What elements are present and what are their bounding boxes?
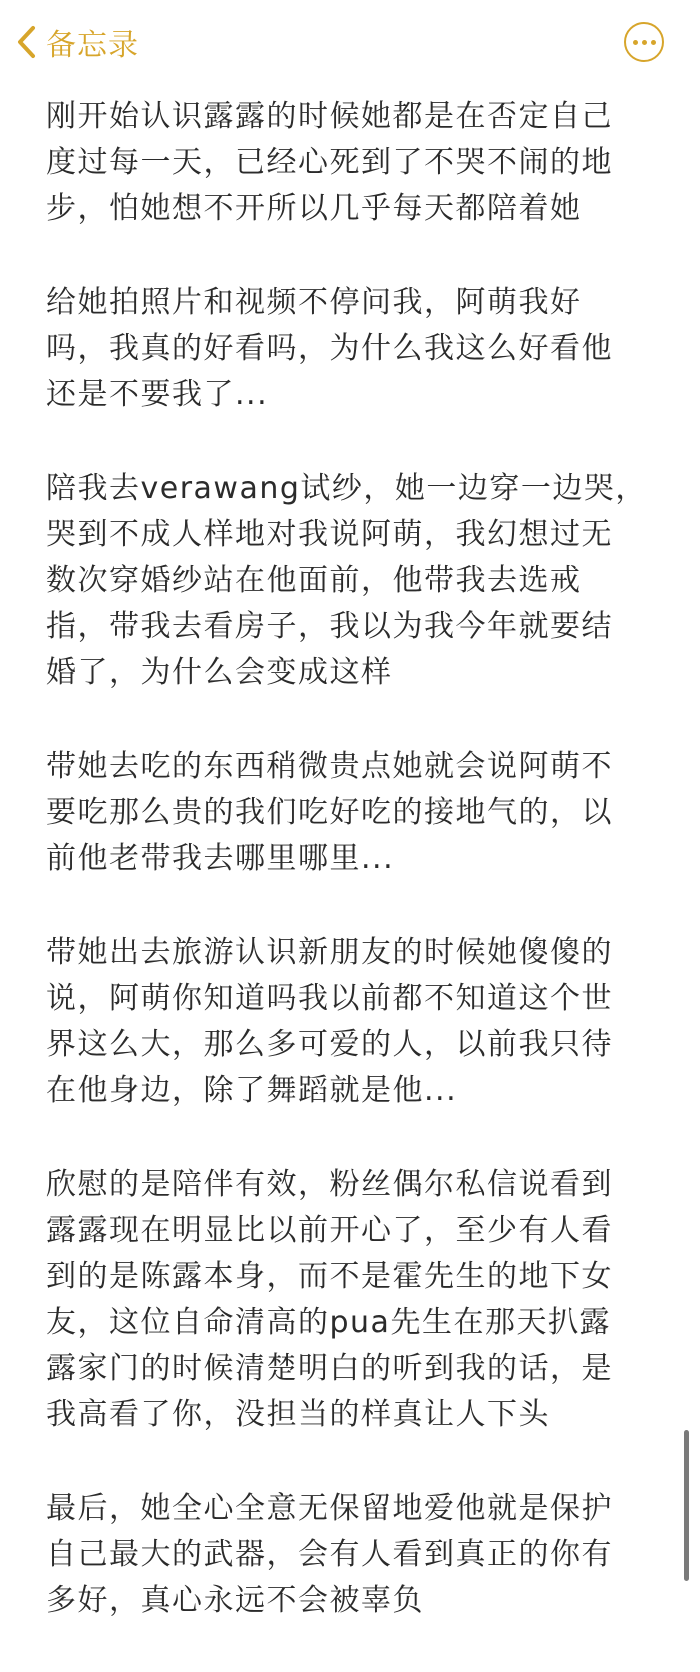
note-text-line: 露家门的时候清楚明白的听到我的话，是 <box>46 1351 613 1386</box>
note-text-line: 步，怕她想不开所以几乎每天都陪着她 <box>46 191 582 226</box>
note-paragraph <box>46 1162 636 1438</box>
note-text-line: 给她拍照片和视频不停问我，阿萌我好 <box>46 285 582 320</box>
note-text-line: 吗，我真的好看吗，为什么我这么好看他 <box>46 331 613 366</box>
note-text-line: 友，这位自命清高的pua先生在那天扒露 <box>46 1305 611 1340</box>
note-text-line: 自己最大的武器，会有人看到真正的你有 <box>46 1537 613 1572</box>
note-body[interactable] <box>46 94 647 1672</box>
scroll-indicator[interactable] <box>684 1430 689 1581</box>
note-text-line: 露露现在明显比以前开心了，至少有人看 <box>46 1213 613 1248</box>
note-paragraph <box>46 744 636 882</box>
chevron-left-icon <box>12 22 42 62</box>
note-text-line: 多好，真心永远不会被辜负 <box>46 1583 424 1618</box>
note-text-line: 带她去吃的东西稍微贵点她就会说阿萌不 <box>46 749 613 784</box>
note-text-line: 度过每一天，已经心死到了不哭不闹的地 <box>46 145 613 180</box>
note-text-line: 数次穿婚纱站在他面前，他带我去选戒 <box>46 563 582 598</box>
note-text-line: 到的是陈露本身，而不是霍先生的地下女 <box>46 1259 613 1294</box>
note-text-line: 带她出去旅游认识新朋友的时候她傻傻的 <box>46 935 613 970</box>
ellipsis-dot <box>651 40 656 45</box>
note-text-line: 最后，她全心全意无保留地爱他就是保护 <box>46 1491 613 1526</box>
note-text-line: 在他身边，除了舞蹈就是他... <box>46 1073 458 1108</box>
note-paragraph <box>46 466 647 696</box>
note-text-line: 欣慰的是陪伴有效，粉丝偶尔私信说看到 <box>46 1167 613 1202</box>
note-text-line: 还是不要我了... <box>46 377 269 412</box>
note-text-line: 我高看了你，没担当的样真让人下头 <box>46 1397 550 1432</box>
note-text-line: 指，带我去看房子，我以为我今年就要结 <box>46 609 613 644</box>
back-button[interactable] <box>12 18 139 66</box>
note-text-line: 刚开始认识露露的时候她都是在否定自己 <box>46 99 613 134</box>
note-paragraph <box>46 280 636 418</box>
ellipsis-circle-icon <box>633 40 638 45</box>
note-text-line: 前他老带我去哪里哪里... <box>46 841 395 876</box>
note-paragraph <box>46 94 636 232</box>
note-text-line: 界这么大，那么多可爱的人，以前我只待 <box>46 1027 613 1062</box>
note-text-line: 要吃那么贵的我们吃好吃的接地气的，以 <box>46 795 613 830</box>
more-options-button[interactable] <box>624 22 664 62</box>
back-label: 备忘录 <box>46 28 139 63</box>
note-text-line: 陪我去verawang试纱，她一边穿一边哭， <box>46 471 647 506</box>
note-text-line: 说，阿萌你知道吗我以前都不知道这个世 <box>46 981 613 1016</box>
note-paragraph <box>46 1486 636 1624</box>
note-text-line: 哭到不成人样地对我说阿萌，我幻想过无 <box>46 517 613 552</box>
note-paragraph <box>46 930 636 1114</box>
note-text-line: 婚了，为什么会变成这样 <box>46 655 393 690</box>
nav-bar <box>0 0 700 84</box>
ellipsis-dot <box>642 40 647 45</box>
